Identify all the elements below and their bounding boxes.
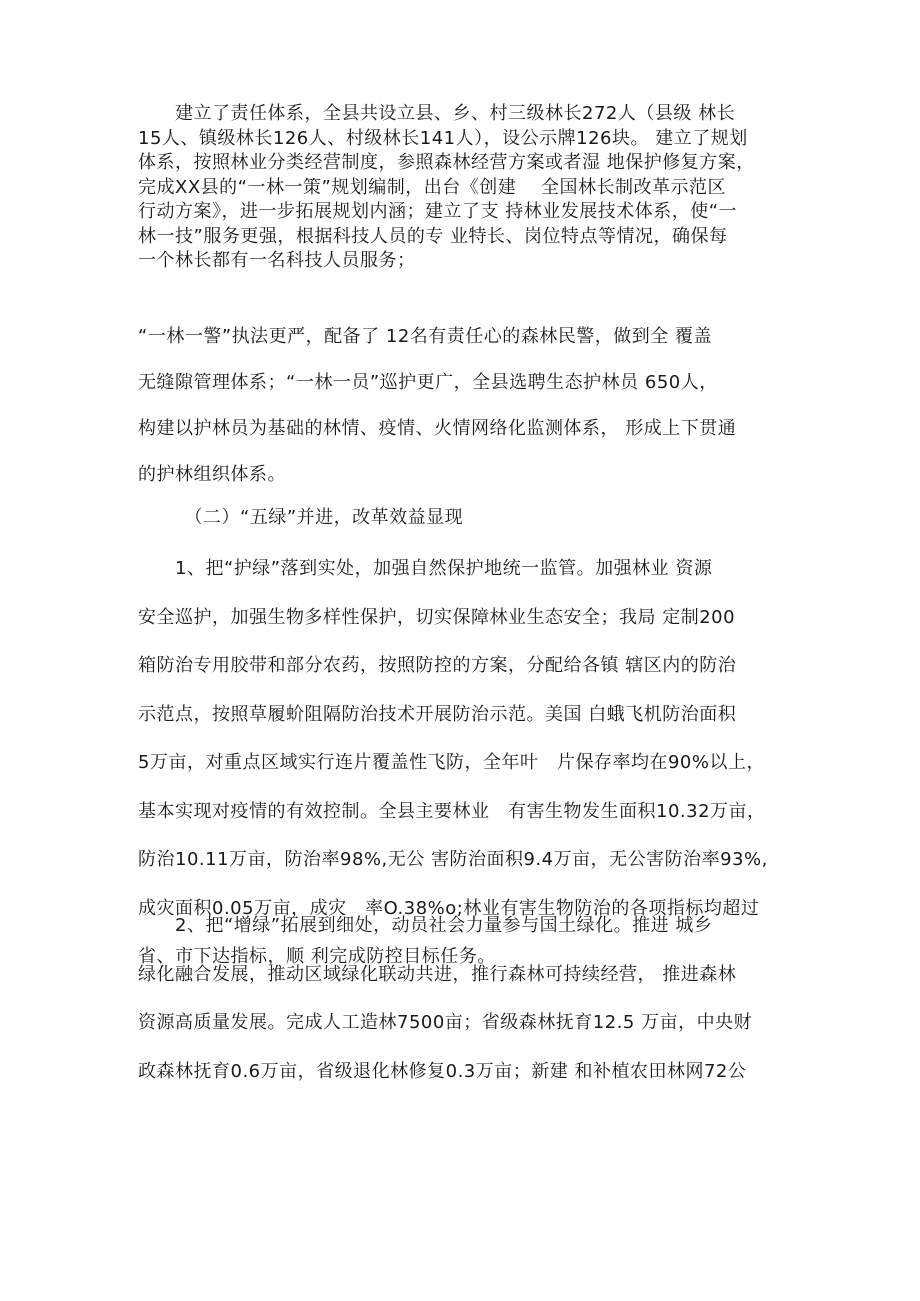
text-line: 绿化融合发展，推动区域绿化联动共进，推行森林可持续经营， 推进森林 [138, 963, 737, 985]
section-heading [138, 498, 788, 538]
text-line: 成灾面积0.05万亩，成灾 率O.38%o;林业有害生物防治的各项指标均超过 [138, 897, 760, 919]
text-line: “一林一警”执法更严，配备了 12名有责任心的森林民警，做到全 覆盖 [138, 326, 712, 347]
text-line: 建立了责任体系，全县共设立县、乡、村三级林长272人（县级 林长 [138, 103, 736, 124]
text-line: 安全巡护，加强生物多样性保护，切实保障林业生态安全；我局 定制200 [138, 606, 736, 628]
text-line: 一个林长都有一名科技人员服务； [138, 250, 416, 271]
text-line: 防治10.11万亩，防治率98%,无公 害防治面积9.4万亩，无公害防治率93%, [138, 849, 768, 870]
paragraph-forest-police [138, 314, 788, 498]
text-line: 示范点，按照草履蚧阻隔防治技术开展防治示范。美国 白蛾飞机防治面积 [138, 703, 737, 725]
text-line: 资源高质量发展。完成人工造林7500亩；省级森林抚育12.5 万亩，中央财 [138, 1012, 753, 1033]
paragraph-responsibility-system [138, 102, 788, 274]
text-line: 林一技”服务更强，根据科技人员的专 业特长、岗位特点等情况，确保每 [138, 225, 728, 247]
heading-text: （二）“五绿”并进，改革效益显现 [138, 507, 464, 528]
text-line: 政森林抚育0.6万亩，省级退化林修复0.3万亩；新建 和补植农田林网72公 [138, 1060, 747, 1082]
text-line: 1、把“护绿”落到实处，加强自然保护地统一监管。加强林业 资源 [138, 558, 713, 579]
text-line: 5万亩，对重点区域实行连片覆盖性飞防，全年叶 片保存率均在90%以上， [138, 752, 765, 773]
text-line: 2、把“增绿”拓展到细处，动员社会力量参与国土绿化。推进 城乡 [138, 915, 713, 936]
text-line: 体系，按照林业分类经营制度，参照森林经营方案或者湿 地保护修复方案， [138, 152, 755, 173]
text-line: 15人、镇级林长126人、村级林长141人），设公示牌126块。 建立了规划 [138, 127, 748, 149]
text-line: 行动方案》，进一步拓展规划内涵；建立了支 持林业发展技术体系，使“一 [138, 201, 738, 222]
paragraph-increase-green [138, 902, 788, 1096]
text-line: 的护林组织体系。 [138, 464, 286, 485]
text-line: 构建以护林员为基础的林情、疫情、火情网络化监测体系， 形成上下贯通 [138, 418, 737, 439]
text-line: 完成XX县的“一林一策”规划编制，出台《创建 全国林长制改革示范区 [138, 176, 727, 198]
text-line: 箱防治专用胶带和部分农药，按照防控的方案，分配给各镇 辖区内的防治 [138, 655, 737, 676]
text-line: 省、市下达指标，顺 利完成防控目标任务。 [138, 946, 496, 967]
text-line: 基本实现对疫情的有效控制。全县主要林业 有害生物发生面积10.32万亩， [138, 800, 766, 822]
text-line: 无缝隙管理体系；“一林一员”巡护更广，全县选聘生态护林员 650人， [138, 372, 718, 393]
